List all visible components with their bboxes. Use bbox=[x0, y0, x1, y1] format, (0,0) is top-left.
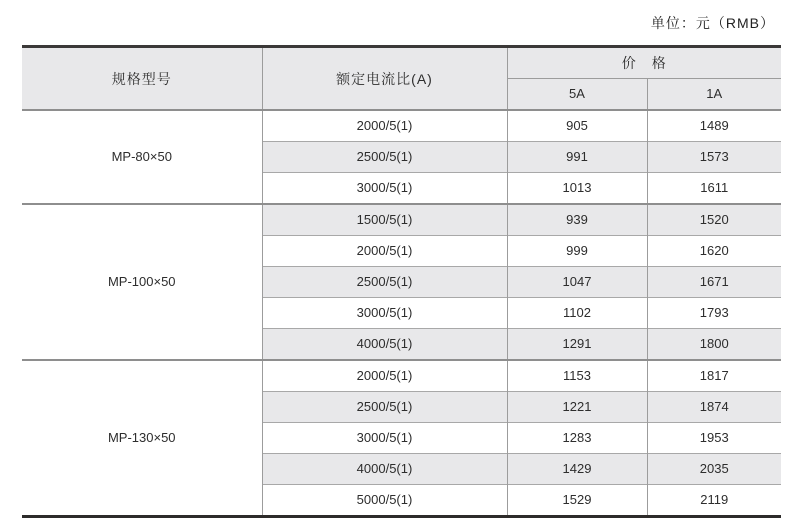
table-row bbox=[22, 110, 781, 142]
header-price-5a: 5A bbox=[507, 79, 647, 111]
table-row bbox=[22, 204, 781, 236]
ratio-cell: 2500/5(1) bbox=[262, 392, 507, 423]
price-table bbox=[22, 45, 781, 518]
unit-label: 单位：元（RMB） bbox=[650, 15, 775, 31]
price-1a-cell: 1520 bbox=[647, 204, 781, 236]
ratio-cell: 3000/5(1) bbox=[262, 298, 507, 329]
header-price: 价 格 bbox=[507, 47, 781, 79]
model-cell: MP-100×50 bbox=[22, 204, 262, 360]
price-1a-cell: 2119 bbox=[647, 485, 781, 517]
price-1a-cell: 1874 bbox=[647, 392, 781, 423]
price-1a-cell: 1489 bbox=[647, 110, 781, 142]
ratio-cell: 3000/5(1) bbox=[262, 173, 507, 205]
price-5a-cell: 1221 bbox=[507, 392, 647, 423]
ratio-cell: 3000/5(1) bbox=[262, 423, 507, 454]
header-spec-model: 规格型号 bbox=[22, 47, 262, 111]
header-rated-current-ratio: 额定电流比(A) bbox=[262, 47, 507, 111]
price-5a-cell: 1013 bbox=[507, 173, 647, 205]
price-1a-cell: 1620 bbox=[647, 236, 781, 267]
ratio-cell: 2000/5(1) bbox=[262, 360, 507, 392]
price-1a-cell: 2035 bbox=[647, 454, 781, 485]
ratio-cell: 2500/5(1) bbox=[262, 142, 507, 173]
ratio-cell: 1500/5(1) bbox=[262, 204, 507, 236]
price-1a-cell: 1817 bbox=[647, 360, 781, 392]
model-cell: MP-80×50 bbox=[22, 110, 262, 204]
ratio-cell: 4000/5(1) bbox=[262, 454, 507, 485]
ratio-cell: 2500/5(1) bbox=[262, 267, 507, 298]
price-5a-cell: 939 bbox=[507, 204, 647, 236]
price-5a-cell: 1291 bbox=[507, 329, 647, 361]
ratio-cell: 4000/5(1) bbox=[262, 329, 507, 361]
table-row bbox=[22, 360, 781, 392]
price-1a-cell: 1573 bbox=[647, 142, 781, 173]
ratio-cell: 2000/5(1) bbox=[262, 236, 507, 267]
header-price-1a: 1A bbox=[647, 79, 781, 111]
price-1a-cell: 1953 bbox=[647, 423, 781, 454]
header-row-top bbox=[22, 47, 781, 79]
price-1a-cell: 1671 bbox=[647, 267, 781, 298]
price-5a-cell: 905 bbox=[507, 110, 647, 142]
price-5a-cell: 1429 bbox=[507, 454, 647, 485]
price-5a-cell: 1102 bbox=[507, 298, 647, 329]
price-5a-cell: 991 bbox=[507, 142, 647, 173]
price-1a-cell: 1793 bbox=[647, 298, 781, 329]
price-5a-cell: 1529 bbox=[507, 485, 647, 517]
ratio-cell: 2000/5(1) bbox=[262, 110, 507, 142]
price-5a-cell: 1283 bbox=[507, 423, 647, 454]
price-1a-cell: 1611 bbox=[647, 173, 781, 205]
table-body bbox=[22, 110, 781, 517]
price-1a-cell: 1800 bbox=[647, 329, 781, 361]
ratio-cell: 5000/5(1) bbox=[262, 485, 507, 517]
price-5a-cell: 999 bbox=[507, 236, 647, 267]
model-cell: MP-130×50 bbox=[22, 360, 262, 517]
price-5a-cell: 1047 bbox=[507, 267, 647, 298]
table-header bbox=[22, 47, 781, 111]
price-5a-cell: 1153 bbox=[507, 360, 647, 392]
